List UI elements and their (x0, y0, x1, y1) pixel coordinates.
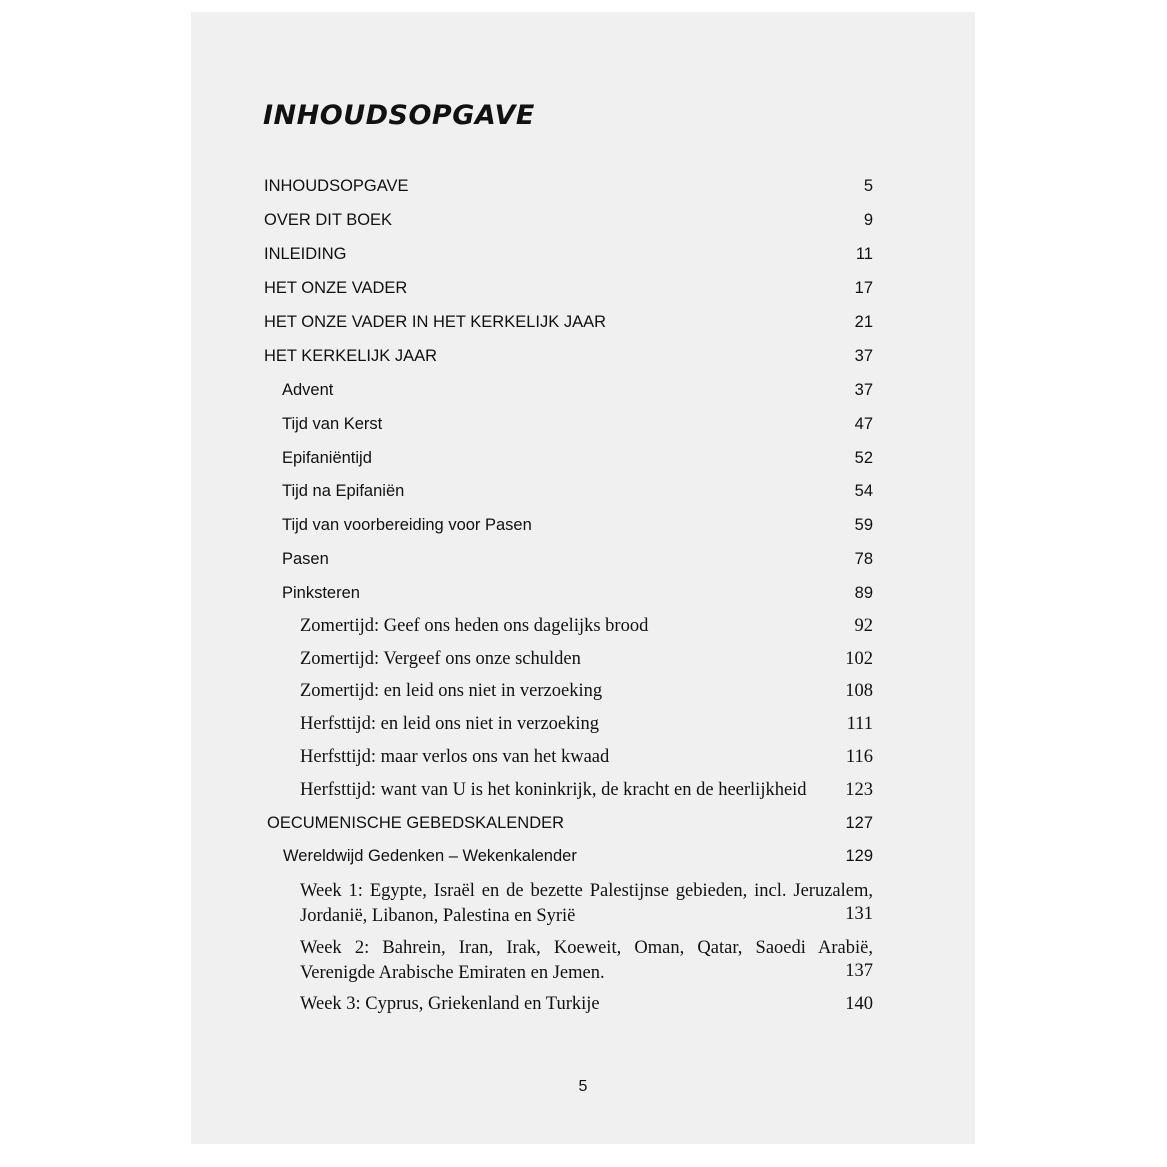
toc-entry-label: Pinksteren (282, 584, 360, 602)
toc-entry-label: HET KERKELIJK JAAR (264, 347, 438, 365)
toc-entry-page: 9 (863, 211, 873, 229)
toc-entry[interactable] (282, 449, 873, 471)
toc-entry-page: 37 (854, 381, 873, 399)
toc-entry-page: 59 (854, 516, 873, 534)
toc-entry[interactable] (282, 550, 873, 572)
toc-entry[interactable] (282, 584, 873, 606)
toc-entry-label: Herfsttijd: want van U is het koninkrijk, de kracht en de heerlijkheid (300, 780, 807, 800)
toc-entry-page: 127 (845, 814, 873, 832)
toc-entry-label: Week 3: Cyprus, Griekenland en Turkije (300, 994, 600, 1014)
toc-entry-label: Week 1: Egypte, Israël en de bezette Palestijnse gebieden, incl. Jeruzalem, Jordanië, Libanon, Palestina en Syrië (300, 881, 873, 926)
toc-entry[interactable] (282, 415, 873, 437)
toc-entry-page: 92 (854, 616, 873, 636)
toc-entry-label: Advent (282, 381, 334, 399)
toc-entry[interactable] (300, 714, 873, 738)
toc-entry-label: INHOUDSOPGAVE (264, 177, 409, 195)
toc-entry[interactable] (264, 177, 873, 199)
document-page (191, 12, 975, 1144)
toc-entry-page: 137 (845, 961, 873, 981)
toc-entry[interactable] (264, 279, 873, 301)
toc-entry-label: Wereldwijd Gedenken – Wekenkalender (283, 847, 577, 865)
toc-entry-page: 78 (854, 550, 873, 568)
toc-entry-label: Zomertijd: Vergeef ons onze schulden (300, 649, 581, 669)
toc-entry[interactable] (282, 482, 873, 504)
toc-entry-label: Herfsttijd: maar verlos ons van het kwaad (300, 747, 610, 767)
toc-entry-page: 111 (846, 714, 873, 734)
toc-entry-page: 17 (854, 279, 873, 297)
toc-entry[interactable] (282, 516, 873, 538)
toc-entry-label: OVER DIT BOEK (264, 211, 393, 229)
toc-entry-label: Tijd van voorbereiding voor Pasen (282, 516, 532, 534)
page-title: INHOUDSOPGAVE (263, 100, 535, 131)
toc-entry-label: HET ONZE VADER (264, 279, 408, 297)
toc-entry[interactable] (300, 747, 873, 771)
toc-entry[interactable] (300, 616, 873, 640)
toc-entry-page: 47 (854, 415, 873, 433)
toc-entry-page: 102 (845, 649, 873, 669)
toc-entry[interactable] (300, 994, 873, 1018)
toc-entry-label: Tijd van Kerst (282, 415, 383, 433)
toc-entry-label: Zomertijd: en leid ons niet in verzoeking (300, 681, 603, 701)
toc-entry-page: 116 (845, 747, 873, 767)
toc-entry-page: 21 (854, 313, 873, 331)
toc-entry-label: Week 2: Bahrein, Iran, Irak, Koeweit, Oman, Qatar, Saoedi Arabië, Verenigde Arabische Emiraten en Jemen. (300, 938, 873, 983)
toc-entry[interactable] (300, 681, 873, 705)
toc-entry-page: 123 (845, 780, 873, 800)
toc-entry-page: 108 (845, 681, 873, 701)
toc-entry[interactable] (264, 313, 873, 335)
toc-entry[interactable] (267, 814, 873, 836)
toc-entry[interactable] (264, 347, 873, 369)
toc-entry-label: HET ONZE VADER IN HET KERKELIJK JAAR (264, 313, 606, 331)
toc-entry-label: Epifaniëntijd (282, 449, 372, 467)
toc-entry-page: 54 (854, 482, 873, 500)
toc-entry[interactable] (300, 879, 873, 929)
toc-entry-label: INLEIDING (264, 245, 347, 263)
toc-entry[interactable] (300, 649, 873, 673)
toc-entry-label: Pasen (282, 550, 329, 568)
toc-entry-label: Tijd na Epifaniën (282, 482, 405, 500)
toc-entry[interactable] (264, 211, 873, 233)
toc-entry-page: 140 (845, 994, 873, 1014)
toc-entry-label: Herfsttijd: en leid ons niet in verzoeking (300, 714, 600, 734)
toc-entry-label: Zomertijd: Geef ons heden ons dagelijks brood (300, 616, 649, 636)
toc-entry-page: 5 (863, 177, 873, 195)
toc-entry-page: 52 (854, 449, 873, 467)
toc-entry[interactable] (264, 245, 873, 267)
table-of-contents (191, 12, 975, 1144)
toc-entry-page: 129 (845, 847, 873, 865)
toc-entry-page: 131 (845, 904, 873, 924)
toc-entry-label: OECUMENISCHE GEBEDSKALENDER (267, 814, 565, 832)
toc-entry[interactable] (282, 381, 873, 403)
toc-entry[interactable] (300, 780, 873, 804)
toc-entry[interactable] (283, 847, 873, 869)
toc-entry-page: 11 (855, 245, 873, 263)
toc-entry-page: 89 (854, 584, 873, 602)
toc-entry[interactable] (300, 936, 873, 986)
page-number: 5 (578, 1078, 588, 1095)
toc-entry-page: 37 (854, 347, 873, 365)
